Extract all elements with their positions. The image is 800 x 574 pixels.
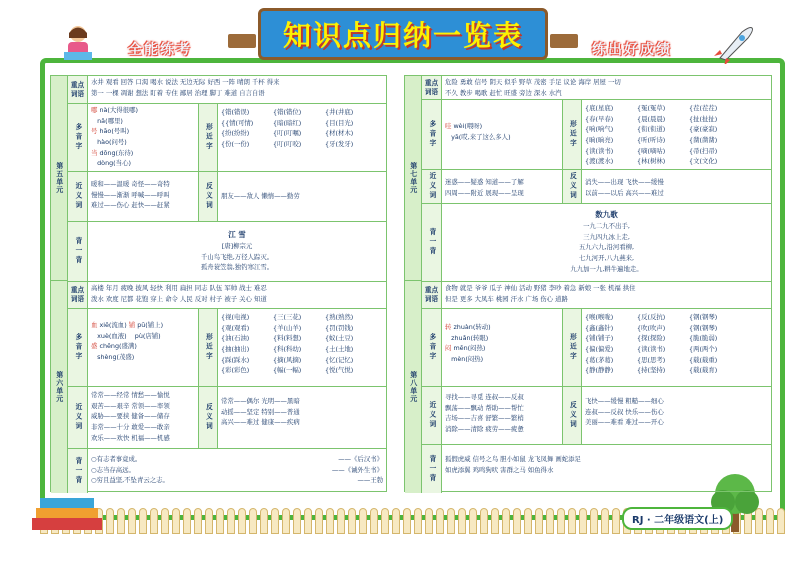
shape-row [221, 119, 367, 128]
shape-entry: {衔(衔道) [637, 125, 666, 134]
shape-entry: {听(听诗) [637, 135, 666, 144]
fence-picket [260, 508, 268, 534]
shape-row [585, 104, 731, 113]
shape-row [221, 324, 367, 333]
shape-row [221, 313, 367, 322]
fence-picket [238, 508, 246, 534]
shape-entry: {读(读书) [585, 146, 614, 155]
shape-entry: {视(电视) [221, 313, 250, 321]
unit8-polyphone: 转 zhuàn(转动) zhuǎn(转眼) 闷 mēn(闷热) mèn(闷热) [445, 323, 491, 363]
fence-picket [392, 508, 400, 534]
shape-row [585, 366, 731, 375]
shape-entry: {错(错位) [273, 108, 302, 116]
shape-entry: {鑫(鑫针) [585, 323, 614, 332]
fence-picket [216, 508, 224, 534]
shape-entry: {暗(暗红) [273, 118, 302, 127]
shape-label: 形近字 [562, 309, 582, 386]
fence-picket [117, 508, 125, 534]
shape-label: 形近字 [562, 100, 582, 169]
fence-picket [161, 508, 169, 534]
shape-entry: {底(星底) [585, 104, 614, 112]
shape-entry: {响(响气) [585, 125, 614, 134]
fence-picket [513, 508, 521, 534]
shape-entry: {凿(凿凿) [689, 135, 718, 144]
unit7-char-row [422, 100, 771, 170]
fence-picket [205, 508, 213, 534]
shape-entry: {踩(踩水) [221, 355, 250, 364]
shape-row [585, 147, 731, 156]
shape-entry: {林(树林) [637, 157, 666, 166]
shape-entry: {材(材木) [325, 129, 354, 138]
key-words-label: 重点词语 [422, 282, 442, 308]
fence-picket [304, 508, 312, 534]
shape-entry: {熟(熟然) [325, 313, 354, 321]
key-words-label: 重点词语 [68, 282, 88, 308]
unit6-recite-row [68, 449, 386, 493]
unit8-antonyms: 飞快——缓慢 粗糙——细心 连叔——反叔 快乐——伤心 美丽——难看 难过——开心 [585, 397, 664, 427]
unit6-char-row [68, 309, 386, 387]
reading-girl-icon [58, 22, 98, 66]
shape-entry: {幅(一幅) [273, 366, 302, 375]
polyphone-label: 多音字 [68, 104, 88, 171]
unit6-label: 第六单元 [51, 281, 68, 493]
key-words-label: 重点词语 [68, 76, 88, 103]
shape-entry: {牙(发牙) [325, 139, 354, 148]
shape-entry: {载(载育) [689, 366, 718, 375]
shape-row [221, 356, 367, 365]
fence-picket [480, 508, 488, 534]
fence-picket [194, 508, 202, 534]
unit7-synonyms: 迷惑——疑惑 知道——了解 四周——附近 展现——呈现 [445, 178, 524, 197]
fence-picket [414, 508, 422, 534]
shape-entry: {脆(脆弱) [689, 334, 718, 343]
shape-entry: {份(一份) [221, 139, 250, 148]
unit5-char-row [68, 104, 386, 172]
synonym-label: 近义词 [422, 170, 442, 203]
shape-row [585, 313, 731, 322]
fence-picket [612, 508, 620, 534]
key-words-label: 重点词语 [422, 76, 442, 99]
shape-row [585, 115, 731, 124]
shape-row [221, 129, 367, 138]
shape-entry: {钢(钢琴) [689, 313, 718, 321]
antonym-label: 反义词 [562, 387, 582, 444]
shape-entry: {铺(铺子) [585, 334, 614, 343]
shape-entry: {{情(可情) [221, 118, 254, 127]
shape-entry: {喉(喉咙) [585, 313, 614, 321]
shape-entry: {钢(钢琴) [689, 323, 718, 332]
left-table [50, 75, 387, 492]
fence-picket [524, 508, 532, 534]
unit8-key-words-row [422, 281, 771, 309]
fence-picket [766, 508, 774, 534]
unit5-label: 第五单元 [51, 76, 68, 281]
fence-picket [227, 508, 235, 534]
fence-picket [370, 508, 378, 534]
fence-picket [425, 508, 433, 534]
recite-label: 背一背 [68, 449, 88, 493]
fence-picket [469, 508, 477, 534]
unit6-polyphone: 血 xiě(流血) 铺 pū(铺上) xuè(血液) pù(店铺) 盛 chēng(盛满) shèng(茂盛) [91, 321, 164, 361]
shape-entry: {罚(罚钱) [325, 323, 354, 332]
shape-entry: {抽(抽出) [221, 344, 250, 353]
fence-picket [502, 508, 510, 534]
grade-badge: RJ · 二年级语文(上) [622, 507, 733, 530]
unit6-synonyms: 常常——经常 情愁——愉悦 艰苦——艰辛 常领——率领 威胁——要挟 健备——储存 非常——十分 敢爱——敢亲 欢乐——欢快 机福——机感 [91, 391, 170, 442]
unit5-key-words-row [68, 76, 386, 104]
fence-picket [458, 508, 466, 534]
shape-entry: {目(目光) [325, 118, 354, 127]
fence-picket [150, 508, 158, 534]
fence-picket [139, 508, 147, 534]
unit7-key-words-row [422, 76, 771, 100]
shape-entry: {偏(偏爱) [585, 344, 614, 353]
shape-entry: {错(错误) [221, 108, 250, 116]
unit5-key-words: 水井 观看 回答 口渴 喝水 说法 无边无际 好西 一阵 晴朗 千杯 得来 第一 一棵 凋谢 想法 盯着 专住 鄙居 治理 脚丁 难道 自言自语 [91, 78, 280, 97]
shape-row [585, 356, 731, 365]
antonym-label: 反义词 [198, 387, 218, 448]
fence-picket [172, 508, 180, 534]
sign-post-right [550, 34, 578, 48]
shape-entry: {思(思考) [637, 355, 666, 364]
shape-entry: {彩(彩色) [221, 366, 250, 375]
antonym-label: 反义词 [562, 170, 582, 203]
fence-picket [271, 508, 279, 534]
fence-picket [601, 508, 609, 534]
unit8-recite-row [422, 445, 771, 493]
shape-entry: {纷(纷纷) [221, 129, 250, 138]
unit7-antonyms: 消失——出现 飞快——缓慢 以前——以后 高兴——难过 [585, 178, 664, 197]
fence-picket [546, 508, 554, 534]
shape-row [221, 334, 367, 343]
shape-entry: {文(文化) [689, 157, 718, 166]
fence-picket [590, 508, 598, 534]
shape-row [585, 136, 731, 145]
unit8-recite: 狐假虎威 信号之鸟 胆小如鼠 龙飞凤舞 画蛇添足 如虎添翼 鸡鸣狗吠 害群之马 如鱼得水 [445, 455, 581, 474]
unit8-label: 第八单元 [405, 281, 422, 493]
unit5-shape [218, 106, 370, 153]
fence-picket [326, 508, 334, 534]
unit5-antonyms: 朋友——敌人 懒惰——勤劳 [221, 192, 300, 200]
shape-row [221, 108, 367, 117]
shape-row [221, 366, 367, 375]
fence-picket [315, 508, 323, 534]
fence-picket [403, 508, 411, 534]
unit5-poem-row [68, 222, 386, 281]
shape-entry: {扯(扯扯) [689, 114, 718, 123]
fence-picket [381, 508, 389, 534]
right-table [404, 75, 772, 492]
fence-picket [128, 508, 136, 534]
shape-entry: {葛(茅葛) [585, 355, 614, 364]
unit6-key-words-row [68, 281, 386, 309]
unit7-polyphone: 哇 wèi(喂呀) yā(哎,来了这么多人) [445, 122, 511, 141]
polyphone-label: 多音字 [422, 100, 442, 169]
unit6-recite: ○有志者事竟成。 ——《后汉书》 ○志当存高远。 ——《诫外生书》 ○穷且益坚,不坠青云之志。 ——王勃 [91, 455, 383, 485]
title-sign [258, 8, 548, 60]
recite-label: 背一背 [68, 222, 88, 281]
recite-label: 背一背 [422, 204, 442, 281]
polyphone-label: 多音字 [68, 309, 88, 386]
fence-picket [491, 508, 499, 534]
unit8-char-row [422, 309, 771, 387]
fence-picket [568, 508, 576, 534]
shape-entry: {冤(冤草) [637, 104, 666, 112]
polyphone-label: 多音字 [422, 309, 442, 386]
shape-row [585, 157, 731, 166]
left-banner: 全能练考 [128, 42, 192, 58]
fence-picket [282, 508, 290, 534]
unit5-synonyms: 暖和——温暖 奇怪——奇特 慢慢——渐渐 呼喊——呼叫 难过——伤心 赶快——赶紧 [91, 180, 170, 210]
unit7-syn-row [422, 170, 771, 204]
unit7-key-words: 危险 勇敢 信号 阴天 似乎 野草 茂密 手足 议论 海岸 居屋 一切 不久 教步 喝歌 赶忙 旺盛 旁边 深水 水汽 [445, 78, 621, 97]
shape-entry: {吹(吹声) [637, 323, 666, 332]
shape-label: 形近字 [198, 309, 218, 386]
unit6-antonyms: 常常——偶尔 光明——黑暗 动摇——坚定 特别——普通 高兴——难过 健康——疾病 [221, 397, 300, 427]
unit7-label: 第七单元 [405, 76, 422, 281]
antonym-label: 反义词 [198, 172, 218, 221]
unit7-poem: 数九歌 一九二九不出手, 三九四九冰上走, 五九六九,沿河看柳, 七九河开,八九燕来, 九九加一九,耕牛遍地走。 [570, 210, 643, 273]
unit6-key-words: 高楼 年月 疲晚 披风 轻快 利用 扁担 同志 队伍 军帅 战士 难忍 泼水 欢度 尼都 花饱 穿上 命令 人民 反对 村子 被子 关心 知道 [91, 284, 267, 303]
shape-entry: {晨(晨晨) [637, 114, 666, 123]
synonym-label: 近义词 [68, 172, 88, 221]
shape-entry: {料(料想) [273, 334, 302, 343]
fence-picket [436, 508, 444, 534]
unit8-syn-row [422, 387, 771, 445]
shape-entry: {读(读书) [637, 344, 666, 353]
shape-entry: {茬(茬茬) [689, 104, 718, 112]
shape-row [585, 125, 731, 134]
unit7-poem-row [422, 204, 771, 281]
shape-entry: {羊(山羊) [273, 323, 302, 332]
synonym-label: 近义词 [68, 387, 88, 448]
shape-entry: {井(井底) [325, 108, 354, 116]
unit5-polyphone: 哪 nà(大得很哪) nǎ(哪里) 号 hāo(号叫) hào(问号) 当 dōng(东待) dòng(当心) [91, 106, 138, 168]
shape-label: 形近字 [198, 104, 218, 171]
rocket-icon [712, 24, 756, 64]
page-title: 知识点归纳一览表 [282, 19, 523, 52]
shape-entry: {忆(记忆) [325, 355, 354, 364]
unit7-shape [582, 102, 734, 170]
shape-entry: {悦(气悦) [325, 366, 354, 375]
shape-entry: {蚁(土豆) [325, 334, 354, 343]
right-banner: 练出好成绩 [592, 42, 672, 58]
shape-entry: {探(探险) [637, 334, 666, 343]
shape-entry: {摘(风摘) [273, 355, 302, 364]
fence-picket [557, 508, 565, 534]
unit6-syn-row [68, 387, 386, 449]
unit5-poem: 江 雪 [唐]柳宗元 千山鸟飞绝,万径人踪灭。 孤舟蓑笠翁,独钓寒江雪。 [200, 230, 274, 272]
fence-picket [359, 508, 367, 534]
unit8-synonyms: 寻找——寻觅 连叔——反叔 飘荡——飘动 帮助——帮忙 吉场——吉喜 舒繁——繁梢 消除——清除 疲劳——疲惫 [445, 393, 524, 433]
shape-entry: {三(三花) [273, 313, 302, 321]
shape-entry: {两(两个) [689, 344, 718, 353]
unit5-syn-row [68, 172, 386, 222]
unit8-shape [582, 311, 734, 379]
sign-post-left [228, 34, 256, 48]
shape-entry: {油(石油) [221, 334, 250, 343]
fence-picket [777, 508, 785, 534]
fence-picket [535, 508, 543, 534]
synonym-label: 近义词 [422, 387, 442, 444]
unit6-shape [218, 311, 370, 379]
shape-entry: {渡(渡水) [585, 157, 614, 166]
shape-entry: {叮(叮嘱) [273, 129, 302, 138]
fence-picket [293, 508, 301, 534]
shape-entry: {反(反抗) [637, 313, 666, 321]
shape-row [585, 345, 731, 354]
shape-entry: {持(坚持) [637, 366, 666, 375]
shape-entry: {嘀(嘀咕) [637, 146, 666, 155]
shape-entry: {春(早春) [585, 114, 614, 123]
shape-entry: {科(科幼) [273, 344, 302, 353]
fence-picket [348, 508, 356, 534]
fence-picket [249, 508, 257, 534]
shape-entry: {晌(晌亮) [585, 135, 614, 144]
shape-entry: {载(载重) [689, 355, 718, 364]
shape-row [585, 324, 731, 333]
shape-entry: {豪(豪寂) [689, 125, 718, 134]
fence-picket [183, 508, 191, 534]
fence-picket [337, 508, 345, 534]
shape-entry: {帚(扫帚) [689, 146, 718, 155]
shape-entry: {叮(叮咬) [273, 139, 302, 148]
fence-picket [579, 508, 587, 534]
unit8-key-words: 食物 就是 爷爷 瓜子 神仙 活动 野猪 李吵 着急 新娘 一张 机福 拱住 但是 更多 大凤车 桃园 汗水 广场 伤心 道路 [445, 284, 636, 303]
fence-picket [447, 508, 455, 534]
shape-row [585, 334, 731, 343]
books-icon [28, 492, 108, 532]
shape-entry: {静(静静) [585, 366, 614, 375]
recite-label: 背一背 [422, 445, 442, 493]
shape-row [221, 140, 367, 149]
shape-entry: {观(观看) [221, 323, 250, 332]
shape-row [221, 345, 367, 354]
shape-entry: {土(土地) [325, 344, 354, 353]
